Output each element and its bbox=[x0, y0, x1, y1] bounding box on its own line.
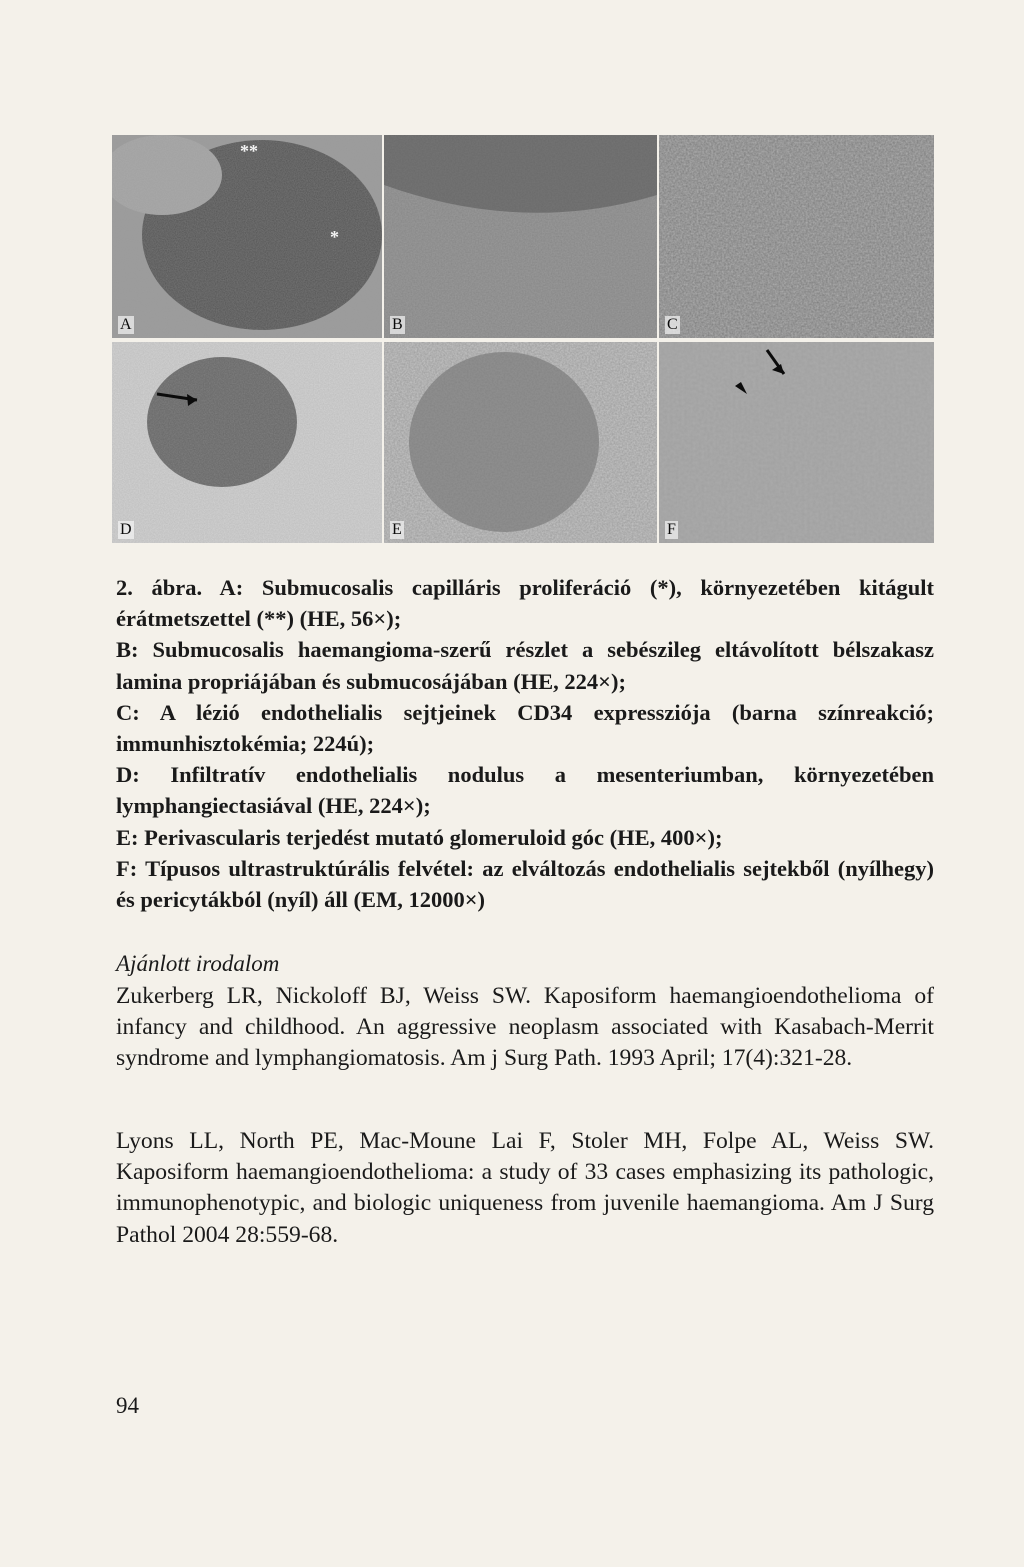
panel-d-label: D bbox=[120, 521, 132, 538]
reference-item-2: Lyons LL, North PE, Mac-Moune Lai F, Stoler MH, Folpe AL, Weiss SW. Kaposiform haemangioendothelioma: a study of 33 cases emphasizing its pathologic, immunophenotypic, and biologic uniqueness from juvenile haemangioma. Am J Surg Pathol 2004 28:559-68. bbox=[116, 1128, 934, 1248]
figure-panel-c bbox=[659, 135, 934, 338]
figure-panel-e bbox=[384, 342, 657, 543]
panel-c-image bbox=[659, 135, 934, 338]
panel-e-image bbox=[384, 342, 657, 543]
caption-line-e: E: Perivascularis terjedést mutató glomeruloid góc (HE, 400×); bbox=[116, 824, 723, 850]
figure-panel-b bbox=[384, 135, 657, 338]
figure-panel-a bbox=[112, 135, 382, 338]
figure-panel-f bbox=[659, 342, 934, 543]
caption-line-f: F: Típusos ultrastruktúrális felvétel: az elváltozás endothelialis sejtekből (nyílhegy) és pericytákból (nyíl) áll (EM, 12000×) bbox=[116, 855, 934, 913]
panel-a-label: A bbox=[120, 316, 132, 333]
caption-line-a: 2. ábra. A: Submucosalis capilláris proliferáció (*), környezetében kitágult érátmetszettel (**) (HE, 56×); bbox=[116, 575, 934, 632]
caption-line-c: C: A lézió endothelialis sejtjeinek CD34 expressziója (barna színreakció; immunhisztokémia; 224ú); bbox=[116, 699, 934, 757]
panel-a-asterisk: * bbox=[330, 227, 339, 247]
panel-f-image bbox=[659, 342, 934, 543]
panel-c-label: C bbox=[667, 316, 678, 333]
histology-figure bbox=[112, 135, 934, 543]
caption-line-b: B: Submucosalis haemangioma-szerű részlet a sebészileg eltávolított bélszakasz lamina propriájában és submucosájában (HE, 224×); bbox=[116, 637, 934, 694]
panel-a-double-asterisk: ** bbox=[240, 141, 258, 161]
panel-b-label: B bbox=[392, 316, 403, 333]
reference-item-1: Zukerberg LR, Nickoloff BJ, Weiss SW. Kaposiform haemangioendothelioma of infancy and childhood. An aggressive neoplasm associated with Kasabach-Merrit syndrome and lymphangiomatosis. Am j Surg Path. 1993 April; 17(4):321-28. bbox=[116, 983, 934, 1072]
panel-e-label: E bbox=[392, 521, 402, 538]
page-number: 94 bbox=[116, 1393, 139, 1418]
references-heading: Ajánlott irodalom bbox=[116, 951, 280, 976]
figure-caption bbox=[116, 572, 934, 915]
panel-d-image bbox=[112, 342, 382, 543]
panel-a-image bbox=[112, 135, 382, 338]
figure-panel-d bbox=[112, 342, 382, 543]
panel-b-image bbox=[384, 135, 657, 338]
caption-line-d: D: Infiltratív endothelialis nodulus a mesenteriumban, környezetében lymphangiectasiával (HE, 224×); bbox=[116, 762, 934, 819]
panel-f-label: F bbox=[667, 521, 676, 538]
